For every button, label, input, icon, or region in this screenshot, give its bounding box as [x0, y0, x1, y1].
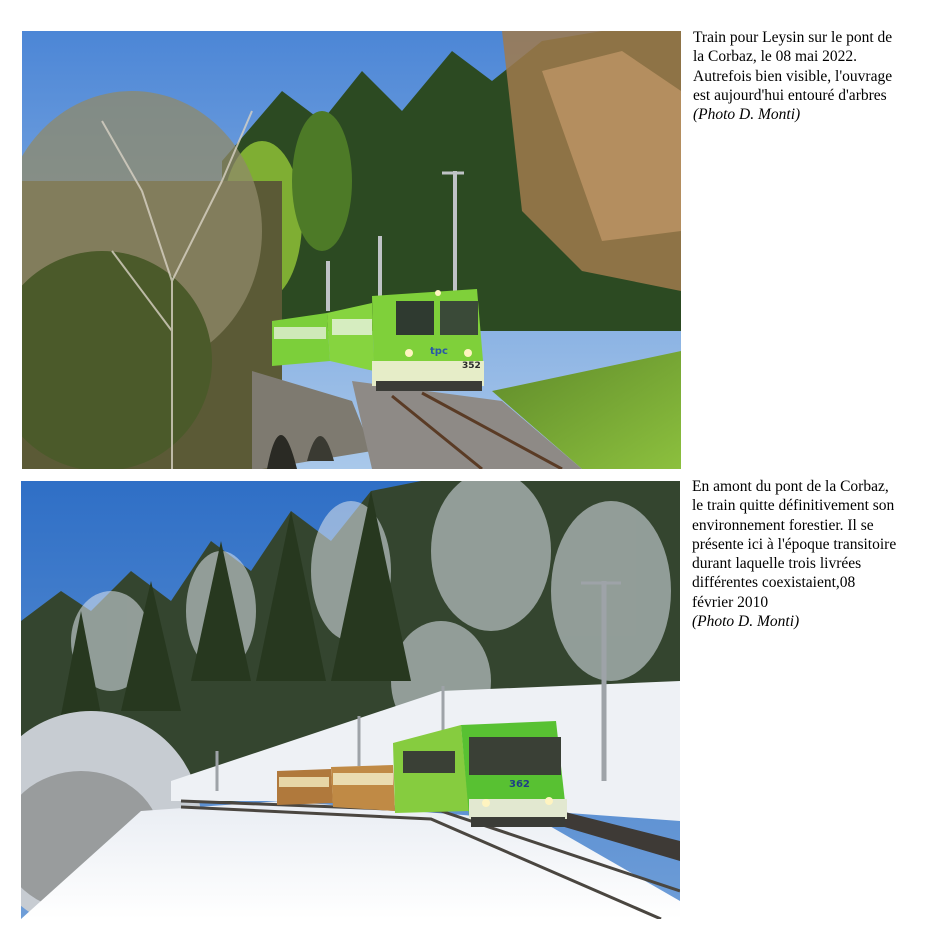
photo-credit: (Photo D. Monti)	[693, 106, 801, 124]
photo-corbaz-winter	[21, 481, 680, 919]
caption-text: En amont du pont de la Corbaz, le train quitte définitivement son environnement forestier. Il se présente ici à l'époque transitoire durant laquelle trois livrées différentes coexistaient,08 février 2010	[692, 478, 897, 611]
caption-corbaz-bridge-spring	[693, 28, 898, 124]
train-number-352: 352	[462, 361, 481, 371]
photo-corbaz-bridge-spring	[22, 31, 681, 469]
photo-credit: (Photo D. Monti)	[692, 613, 800, 631]
caption-text: Train pour Leysin sur le pont de la Corbaz, le 08 mai 2022. Autrefois bien visible, l'ouvrage est aujourd'hui entouré d'arbres	[693, 29, 893, 104]
caption-corbaz-winter	[692, 477, 897, 631]
photo-spring-image	[22, 31, 681, 469]
photo-winter-image	[21, 481, 680, 919]
train-number-362: 362	[509, 779, 530, 790]
tpc-logo: tpc	[430, 346, 448, 357]
